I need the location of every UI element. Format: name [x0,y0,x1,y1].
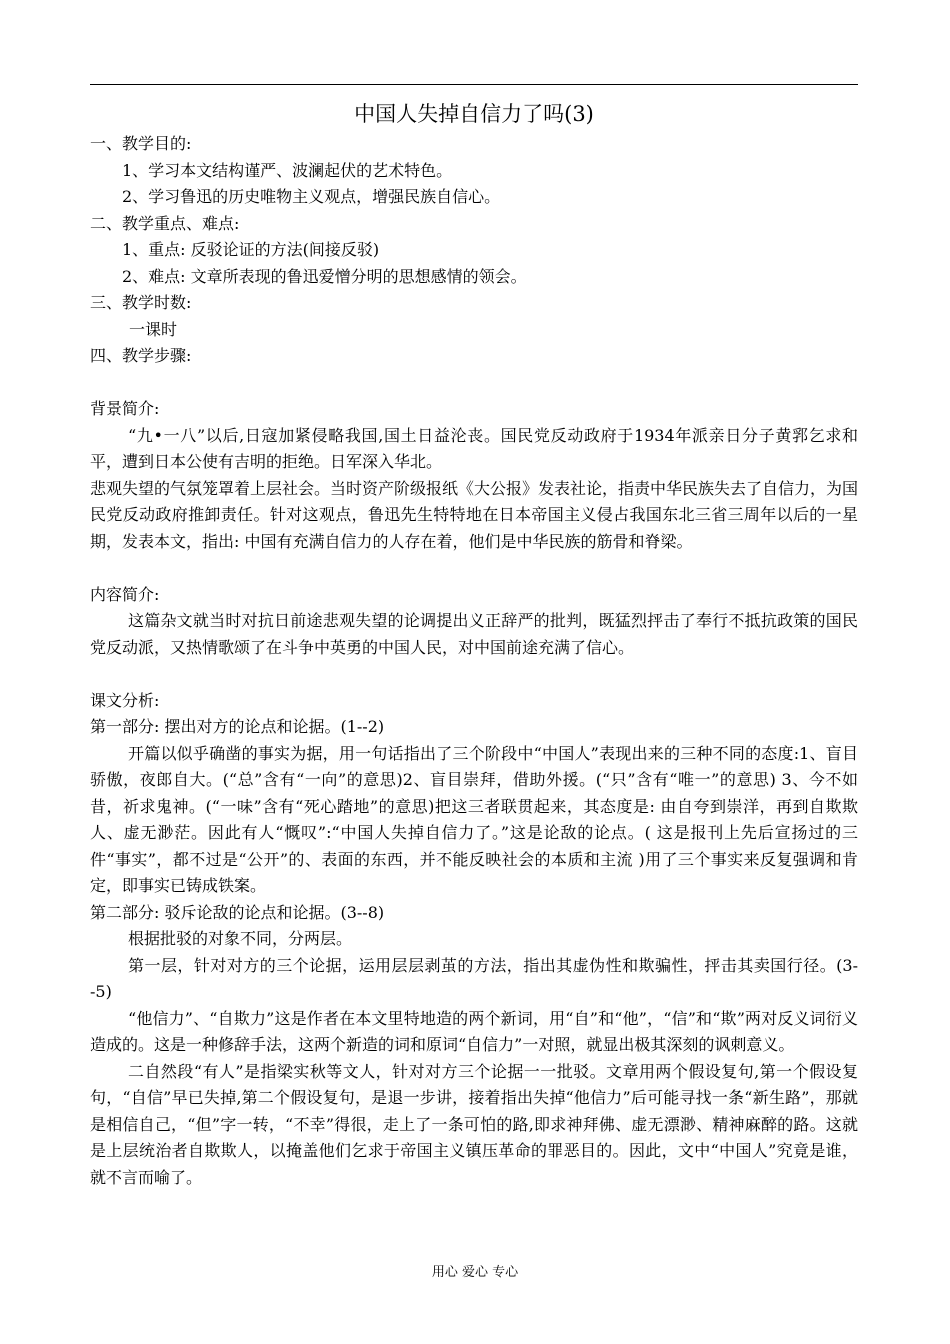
paragraph: “他信力”、“自欺力”这是作者在本文里特地造的两个新词，用“自”和“他”，“信”和“欺”两对反义词衍义造成的。这是一种修辞手法，这两个新造的词和原词“自信力”一对照，就显出极其深刻的讽刺意义。 [90,1008,858,1054]
blank-line [90,370,858,397]
paragraph: 2、学习鲁迅的历史唯物主义观点，增强民族自信心。 [122,187,501,206]
paragraph: “九•一八”以后,日寇加紧侵略我国,国土日益沦丧。国民党反动政府于1934年派亲日分子黄郛乞求和平，遭到日本公使有吉明的拒绝。日军深入华北。 [90,425,858,471]
paragraph: 三、教学时数: [90,293,192,312]
paragraph: 二自然段“有人”是指梁实秋等文人，针对对方三个论据一一批驳。文章用两个假设复句,第一个假设复句，“自信”早已失掉,第二个假设复句，是退一步讲，接着指出失掉“他信力”后可能寻找一条“新生路”，那就是相信自己，“但”字一转，“不幸”得很，走上了一条可怕的路,即求神拜佛、虚无漂渺、精神麻醉的路。这就是上层统治者自欺欺人，以掩盖他们乞求于帝国主义镇压革命的罪恶目的。因此，文中“中国人”究竟是谁，就不言而喻了。 [90,1061,858,1187]
document-title: 中国人失掉自信力了吗(3) [354,102,594,126]
paragraph: 第二部分: 驳斥论敌的论点和论据。(3--8) [90,902,385,922]
paragraph: 第一部分: 摆出对方的论点和论据。(1--2) [90,717,385,736]
paragraph: 二、教学重点、难点: [90,213,240,233]
paragraph: 内容简介: [90,584,160,604]
page-footer: 用心 爱心 专心 [431,1265,519,1280]
paragraph: 1、学习本文结构谨严、波澜起伏的艺术特色。 [122,160,453,180]
blank-line [90,661,858,688]
paragraph: 一课时 [129,319,178,339]
paragraph: 悲观失望的气氛笼罩着上层社会。当时资产阶级报纸《大公报》发表社论，指责中华民族失去了自信力，为国民党反动政府推卸责任。针对这观点，鲁迅先生特特地在日本帝国主义侵占我国东北三省三周年以后的一星期，发表本文，指出: 中国有充满自信力的人存在着，他们是中华民族的筋骨和脊梁。 [90,478,859,551]
paragraph: 这篇杂文就当时对抗日前途悲观失望的论调提出义正辞严的批判，既猛烈抨击了奉行不抵抗政策的国民党反动派，又热情歌颂了在斗争中英勇的中国人民，对中国前途充满了信心。 [90,611,858,657]
paragraph: 背景简介: [90,399,160,418]
blank-line [90,555,858,582]
header-rule [90,84,858,85]
paragraph: 课文分析: [90,690,160,710]
text-lines [90,131,858,1191]
paragraph: 一、教学目的: [90,134,192,153]
paragraph: 2、难点: 文章所表现的鲁迅爱憎分明的思想感情的领会。 [122,266,527,286]
paragraph: 第一层，针对对方的三个论据，运用层层剥茧的方法，指出其虚伪性和欺骗性，抨击其卖国行径。(3--5) [90,955,858,1001]
paragraph: 1、重点: 反驳论证的方法(间接反驳) [122,240,380,259]
paragraph: 四、教学步骤: [90,346,192,365]
paragraph: 根据批驳的对象不同，分两层。 [128,929,353,948]
paragraph: 开篇以似乎确凿的事实为据，用一句话指出了三个阶段中“中国人”表现出来的三种不同的态度:1、盲目骄傲，夜郎自大。(“总”含有“一向”的意思)2、盲目崇拜，借助外援。(“只”含有“唯一”的意思) 3、今不如昔，祈求鬼神。(“一味”含有“死心踏地”的意思)把这三者联贯起来，其态度是: 由自夸到崇洋，再到自欺欺人、虚无渺茫。因此有人“慨叹”:“中国人失掉自信力了。”这是论敌的论点。( 这是报刊上先后宣扬过的三件“事实”，都不过是“公开”的、表面的东西，并不能反映社会的本质和主流 )用了三个事实来反复强调和肯定，即事实已铸成铁案。 [90,743,858,895]
document-body [90,97,858,1191]
